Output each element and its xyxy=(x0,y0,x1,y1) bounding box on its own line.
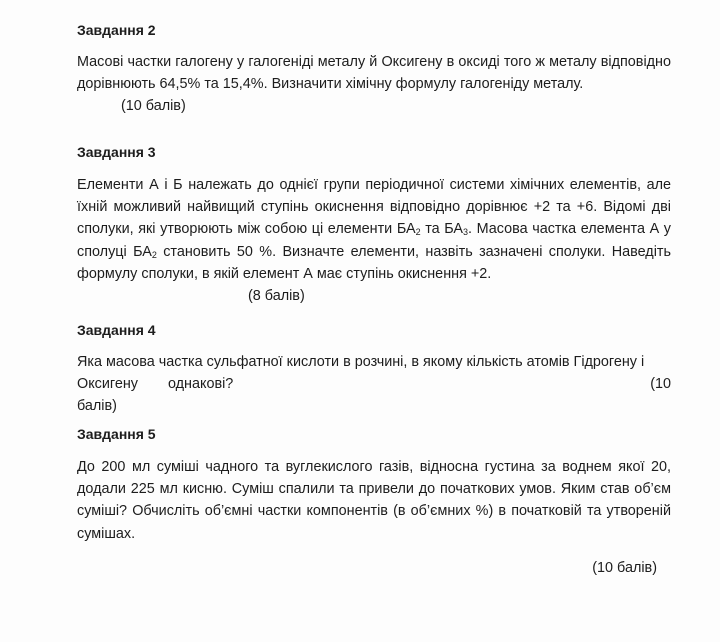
task-5-title: Завдання 5 xyxy=(77,426,156,442)
task-5-text: До 200 мл суміші чадного та вуглекислого газів, відносна густина за воднем якої 20, додали 225 мл кисню. Суміш спалили та привели до початкових умов. Яким став об’єм суміші? Обчисліть об’ємні частки компонентів (в об’ємних %) в початковій та утвореній сумішах. xyxy=(77,459,671,542)
task-3-text-part3: . Масова частка елемента А у сполуці БА xyxy=(77,221,672,260)
task-3-text-part4: становить 50 %. Визначте елементи, назвіть зазначені сполуки. Наведіть формулу сполуки, в якій елемент А має ступінь окиснення +2. xyxy=(77,243,671,282)
task-5 xyxy=(77,426,671,579)
task-3-title: Завдання 3 xyxy=(77,144,156,160)
task-3-text-part1: Елементи А і Б належать до однієї групи періодичної системи хімічних елементів, але їхній можливий найвищий ступінь окиснення відповідно дорівнює +2 та +6. Відомі дві сполуки, які утворюють між собою ці елементи БА xyxy=(77,177,671,238)
task-4-score-start: (10 xyxy=(650,376,671,393)
task-3-subscript-3: 2 xyxy=(151,249,157,260)
task-4-score-end: балів) xyxy=(77,398,117,415)
task-2-text: Масові частки галогену у галогеніді металу й Оксигену в оксиді того ж металу відповідно дорівнюють 64,5% та 15,4%. Визначити хімічну формулу галогеніду металу. xyxy=(77,54,671,93)
task-3-text xyxy=(77,174,671,285)
task-4-word-equal: однакові? xyxy=(167,376,234,393)
task-3-subscript-2: 3 xyxy=(462,227,468,238)
task-4-line-2 xyxy=(77,373,671,395)
task-2-title: Завдання 2 xyxy=(77,22,156,38)
task-4 xyxy=(77,322,671,418)
task-4-line-2-left xyxy=(77,373,233,395)
task-4-title: Завдання 4 xyxy=(77,322,156,338)
task-3-score: (8 балів) xyxy=(248,288,305,305)
task-4-text xyxy=(77,351,671,418)
task-2 xyxy=(77,22,671,117)
task-4-word-oxygen: Оксигену xyxy=(77,376,138,393)
task-3 xyxy=(77,144,671,307)
task-5-score: (10 балів) xyxy=(592,559,657,576)
task-2-score: (10 балів) xyxy=(121,98,186,115)
task-3-text-part2: та БА xyxy=(420,221,463,238)
task-3-subscript-1: 2 xyxy=(415,227,421,238)
task-4-line-1: Яка масова частка сульфатної кислоти в розчині, в якому кількість атомів Гідрогену і xyxy=(77,354,645,370)
